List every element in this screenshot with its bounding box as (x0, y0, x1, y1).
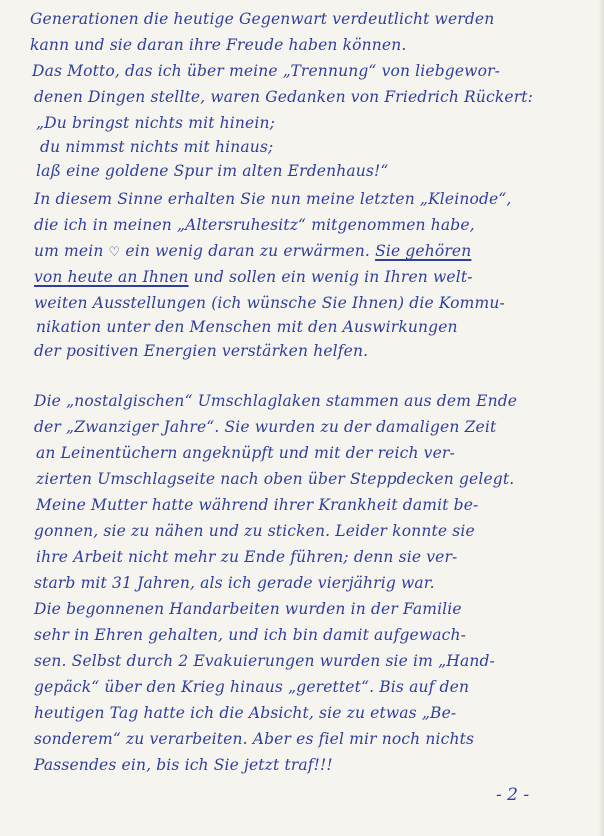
text-line: zierten Umschlagseite nach oben über Steppdecken gelegt. (36, 470, 515, 488)
text-line: Passendes ein, bis ich Sie jetzt traf!!! (34, 756, 333, 774)
heart-symbol: ♡ (108, 245, 121, 260)
page-number: - 2 - (496, 785, 530, 805)
text-line: laß eine goldene Spur im alten Erdenhaus!“ (36, 162, 389, 180)
text-line: Meine Mutter hatte während ihrer Krankheit damit be- (36, 496, 479, 514)
text-line (34, 242, 471, 260)
text-line: du nimmst nichts mit hinaus; (40, 138, 274, 156)
text-line: Die „nostalgischen“ Umschlaglaken stammen aus dem Ende (34, 392, 518, 410)
text-segment: ein wenig daran zu erwärmen. (120, 242, 376, 260)
text-line: In diesem Sinne erhalten Sie nun meine letzten „Kleinode“, (34, 190, 512, 208)
text-line: Das Motto, das ich über meine „Trennung“ von liebgewor- (32, 62, 501, 80)
text-line: Generationen die heutige Gegenwart verdeutlicht werden (30, 10, 495, 28)
text-line: der positiven Energien verstärken helfen. (34, 342, 369, 360)
text-line: sen. Selbst durch 2 Evakuierungen wurden sie im „Hand- (34, 652, 495, 670)
text-line: nikation unter den Menschen mit den Auswirkungen (36, 318, 458, 336)
text-line: an Leinentüchern angeknüpft und mit der reich ver- (36, 444, 455, 462)
text-line: sehr in Ehren gehalten, und ich bin damit aufgewach- (34, 626, 467, 644)
text-line: gepäck“ über den Krieg hinaus „gerettet“. Bis auf den (34, 678, 470, 696)
text-line: starb mit 31 Jahren, als ich gerade vierjährig war. (34, 574, 435, 592)
text-segment: um mein (34, 242, 109, 260)
text-line: heutigen Tag hatte ich die Absicht, sie zu etwas „Be- (34, 704, 457, 722)
text-line: der „Zwanziger Jahre“. Sie wurden zu der damaligen Zeit (34, 418, 497, 436)
text-line: sonderem“ zu verarbeiten. Aber es fiel mir noch nichts (34, 730, 475, 748)
text-line: kann und sie daran ihre Freude haben können. (30, 36, 407, 54)
text-line: gonnen, sie zu nähen und zu sticken. Leider konnte sie (34, 522, 475, 540)
text-segment: und sollen ein wenig in Ihren welt- (188, 268, 473, 286)
text-line: „Du bringst nichts mit hinein; (36, 114, 275, 132)
underlined-text: von heute an Ihnen (34, 268, 189, 286)
text-line: ihre Arbeit nicht mehr zu Ende führen; denn sie ver- (36, 548, 458, 566)
text-line: Die begonnenen Handarbeiten wurden in der Familie (34, 600, 462, 618)
text-line (34, 268, 473, 286)
text-line: weiten Ausstellungen (ich wünsche Sie Ihnen) die Kommu- (34, 294, 505, 312)
text-line: denen Dingen stellte, waren Gedanken von Friedrich Rückert: (34, 88, 534, 106)
underlined-text: Sie gehören (375, 242, 472, 260)
text-line: die ich in meinen „Altersruhesitz“ mitgenommen habe, (34, 216, 475, 234)
